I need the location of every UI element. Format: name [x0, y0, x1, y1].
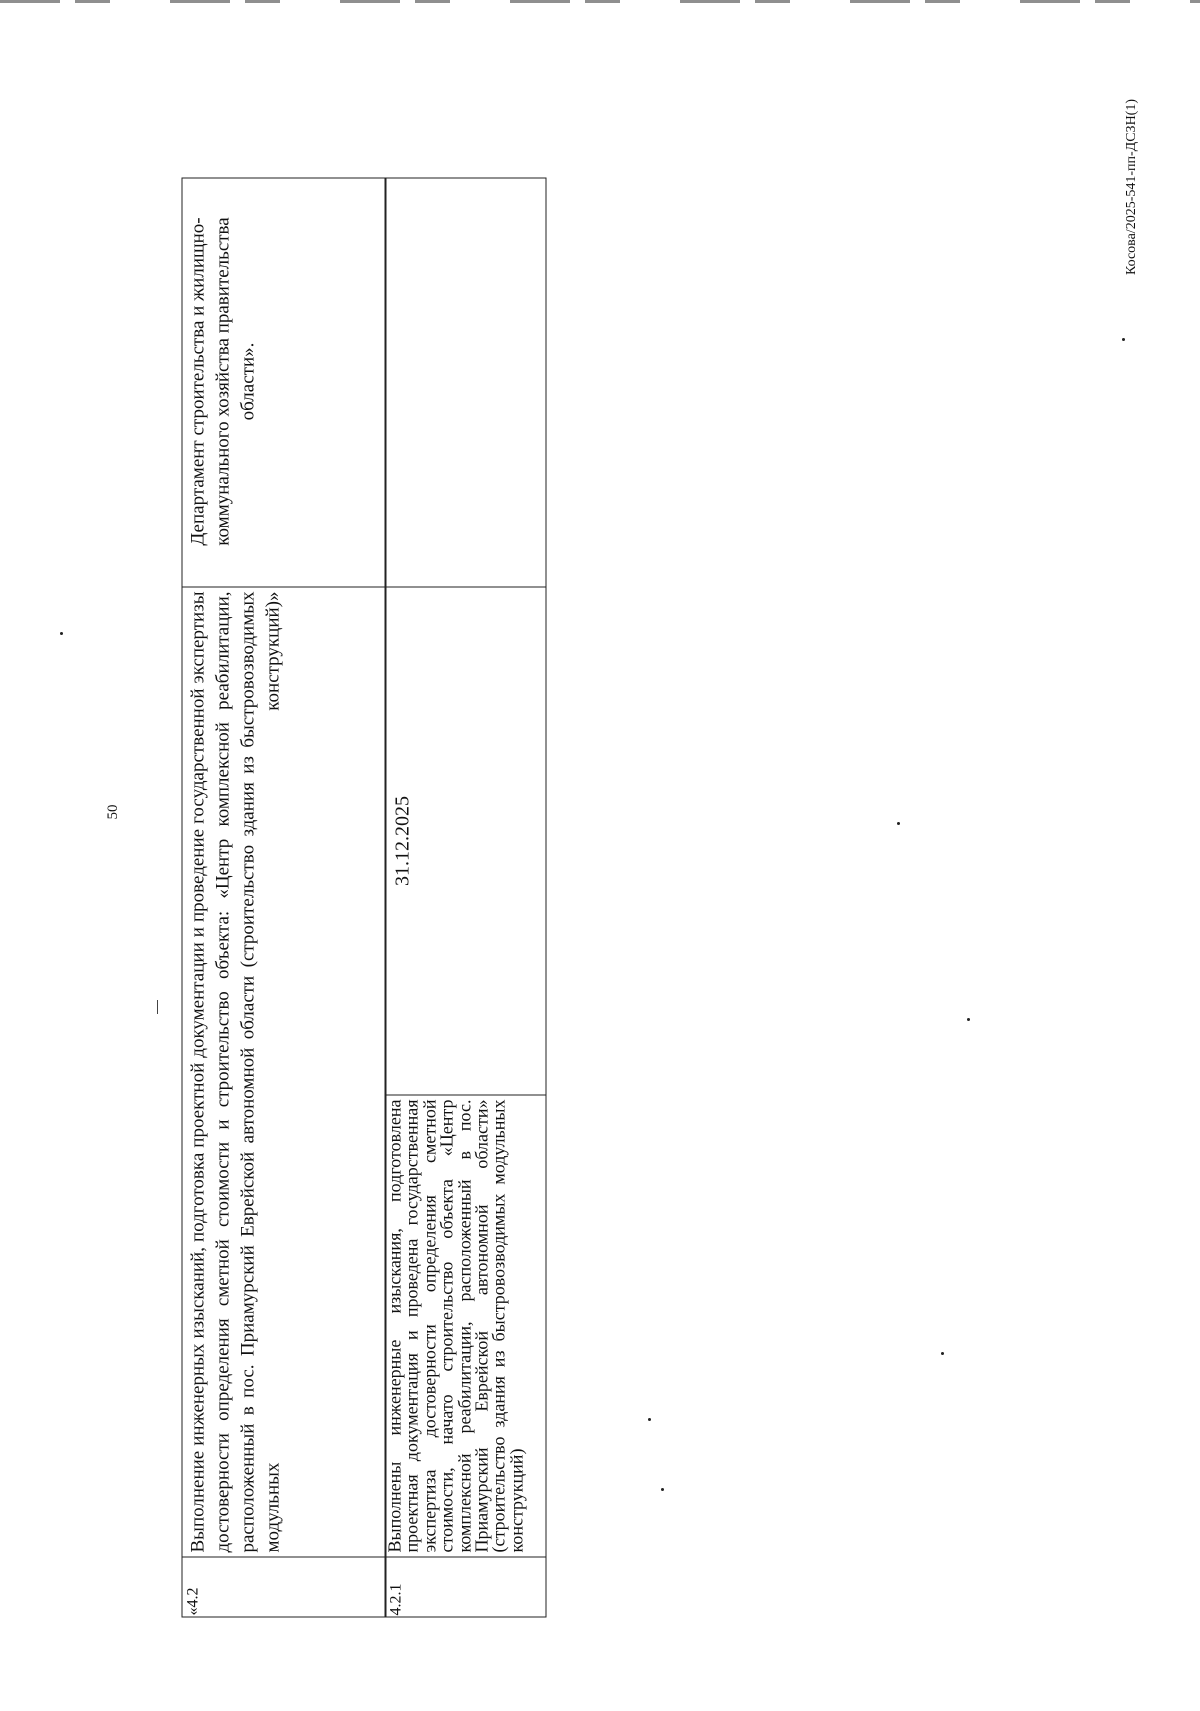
table-row [182, 178, 387, 1618]
row-date: 31.12.2025 [386, 587, 546, 1095]
plan-table [182, 178, 547, 1618]
scan-mark [157, 1000, 158, 1014]
row-number: 4.2.1 [386, 1557, 546, 1617]
row-description: Выполнение инженерных изысканий, подготовка проектной документации и проведение государственной экспертизы достоверности определения сметной стоимости и строительство объекта: «Центр комплексной реабилитации, расположенный в пос. Приамурский Еврейской автономной области (строительство здания из быстровозводимых модульных конструкций)» [183, 587, 386, 1557]
document-code: Косова/2025-541-пп-ДСЗН(1) [1124, 98, 1139, 276]
scan-speck [60, 632, 63, 635]
scan-speck [967, 1018, 970, 1021]
scan-speck [897, 822, 900, 825]
scan-speck [648, 1418, 651, 1421]
row-responsible [386, 177, 546, 587]
scan-speck [1122, 338, 1125, 341]
row-number: «4.2 [183, 1557, 386, 1617]
scan-speck [941, 1352, 944, 1355]
table-row [385, 178, 547, 1618]
page-number: 50 [105, 804, 121, 820]
row-responsible: Департамент строительства и жилищно-коммунального хозяйства правительства области». [187, 217, 259, 546]
row-result: Выполнены инженерные изыскания, подготовлена проектная документация и проведена государственная экспертиза достоверности определения сметной стоимости, начато строительство объекта «Центр комплексной реабилитации, расположенный в пос. Приамурский Еврейской автономной области» (строительство здания из быстровозводимых модульных конструкций) [386, 1095, 546, 1557]
scan-edge-artifact [0, 0, 1200, 3]
scan-speck [661, 1488, 664, 1491]
